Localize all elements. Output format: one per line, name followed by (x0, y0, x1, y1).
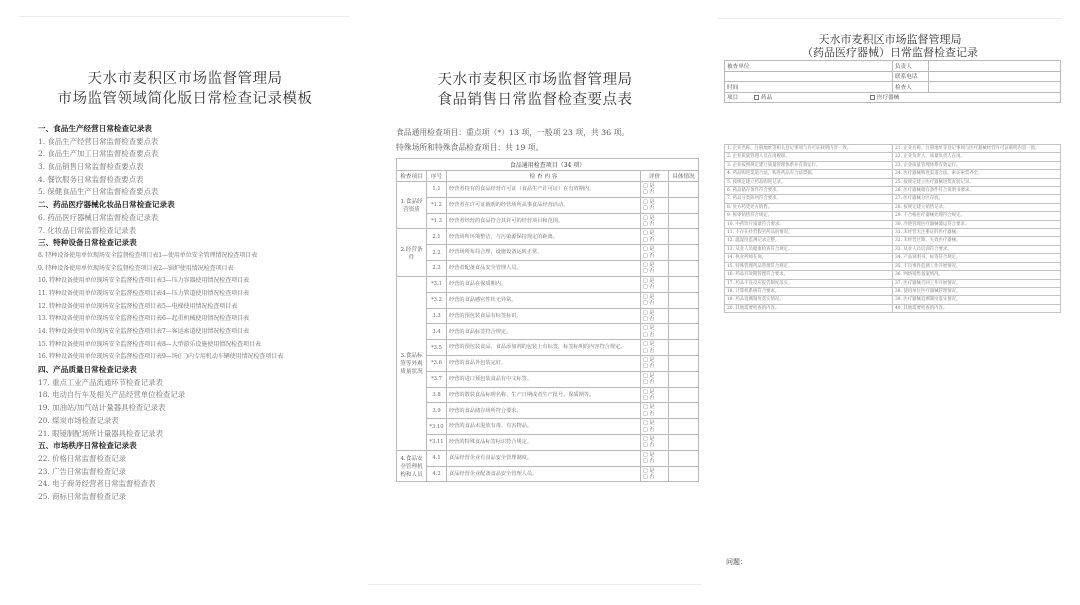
time-label: 时间 (725, 82, 893, 93)
table-row (397, 197, 699, 213)
record-row (725, 271, 1061, 279)
drug-check-item: 17. 药品不良反应报告制度落实。 (725, 279, 893, 287)
item-label: 项目 (727, 95, 739, 102)
template-list-item: 1. 食品生产经营日常监督检查要点表 (38, 136, 159, 146)
device-check-item: 23. 企业质量管理体系有效运行。 (893, 161, 1061, 169)
template-list-item: 12. 特种设备使用单位现场安全监督检查项目表5—电梯使用情况检查项目表 (38, 302, 238, 310)
device-check-item: 26. 医疗器械储存条件符合说明书要求。 (893, 187, 1061, 195)
evaluation-checkboxes[interactable]: □ 是 □ 否 (641, 182, 669, 198)
drug-check-item: 13. 从业人员健康检查符合规定。 (725, 245, 893, 253)
device-option-label: 医疗器械 (876, 95, 900, 102)
drug-option-label: 药品 (760, 95, 773, 102)
drug-check-item: 19. 药品追溯制度落实情况。 (725, 296, 893, 304)
item-number: 4.2 (427, 466, 447, 482)
evaluation-checkboxes[interactable]: □ 是 □ 否 (641, 197, 669, 213)
record-row (725, 187, 1061, 195)
record-row (725, 212, 1061, 220)
device-check-item: 28. 按规定建立销售记录。 (893, 203, 1061, 211)
template-list-item: 6. 药品医疗器械日常监督检查记录表 (38, 212, 159, 222)
check-content: 经营的食品未混放有毒、有害物品。 (447, 419, 641, 435)
doc3-title-line1: 天水市麦积区市场监督管理局 (818, 33, 962, 46)
table-row (397, 371, 699, 387)
section-heading: 一、食品生产经营日常检查记录表 (38, 124, 152, 133)
evaluation-checkboxes[interactable]: □ 是 □ 否 (641, 450, 669, 466)
column-header: 序号 (427, 171, 447, 182)
table-caption: 食品通用检查项目（34 项） (397, 159, 699, 171)
info-row (725, 61, 1061, 72)
template-list-item: 11. 特种设备使用单位现场安全监督检查项目表4—压力管道使用情况检查项目表 (38, 289, 249, 297)
detail-cell[interactable] (669, 261, 699, 277)
device-check-item: 25. 按规定建立医疗器械进货查验记录。 (893, 178, 1061, 186)
phone-value[interactable] (929, 71, 1061, 82)
category-cell: 1.食品经营资质 (397, 182, 427, 229)
device-check-item: 38. 使用单位医疗器械管理情况。 (893, 287, 1061, 295)
section-heading: 二、药品医疗器械化妆品日常检查记录表 (38, 200, 175, 210)
check-content: 经营的食品标签符合规定。 (447, 324, 641, 340)
record-row (725, 304, 1061, 312)
template-list-item: 18. 电动自行车及相关产品经营单位检查记录 (38, 390, 186, 400)
device-check-item: 39. 医疗器械追溯制度落实情况。 (893, 296, 1061, 304)
drug-check-item: 7. 药品分类陈列符合要求。 (725, 195, 893, 203)
template-list-item: 5. 保健食品生产日常监督检查要点表 (38, 187, 159, 197)
record-row (725, 279, 1061, 287)
device-check-item: 21. 企业名称、注册地址等登记事项与医疗器械经营许可证载明内容一致。 (893, 145, 1061, 153)
record-row (725, 220, 1061, 228)
check-content: 经营的预包装食品、食品添加剂的包装上有标签，标签标明的内容符合规定。 (447, 340, 641, 356)
template-list-item: 22. 价格日常监督检查记录 (38, 453, 127, 463)
drug-check-item: 12. 温湿度监测记录完整。 (725, 237, 893, 245)
detail-cell[interactable] (669, 340, 699, 356)
section-heading: 五、市场秩序日常检查记录表 (38, 441, 137, 451)
item-number: 2.3 (427, 261, 447, 277)
template-list-item: 13. 特种设备使用单位现场安全监督检查项目表6—起重机械使用情况检查项目表 (38, 315, 249, 323)
check-content: 经营的散装食品标明名称、生产日期或者生产批号、保质期等。 (447, 387, 641, 403)
drug-checkbox[interactable] (754, 95, 759, 100)
detail-cell[interactable] (669, 387, 699, 403)
item-number: *3.6 (427, 355, 447, 371)
record-row (725, 237, 1061, 245)
template-list-item: 25. 商标日常监督检查记录 (38, 491, 127, 501)
table-row (397, 435, 699, 451)
check-content: 经营场所环境整洁，与污染源保持规定的距离。 (447, 229, 641, 245)
template-list-item: 24. 电子商务经营者日常监督检查表 (38, 479, 156, 489)
evaluation-checkboxes[interactable]: □ 是 □ 否 (641, 355, 669, 371)
record-row (725, 296, 1061, 304)
drug-check-item: 20. 其他需要检查的内容。 (725, 304, 893, 312)
device-check-item: 40. 其他需要检查的内容。 (893, 304, 1061, 312)
template-index-list (38, 123, 343, 504)
doc2-title-line2: 食品销售日常监督检查要点表 (437, 92, 633, 108)
table-row (397, 292, 699, 308)
template-list-item: 19. 加油站/加气站计量器具检查记录表 (38, 403, 166, 413)
drug-check-item: 18. 计算机系统符合要求。 (725, 287, 893, 295)
doc2-intro-line1: 食品通用检查项目：重点项（*）13 项，一般项 23 项，共 36 项。 (396, 128, 630, 137)
item-number: *1.2 (427, 197, 447, 213)
record-row (725, 229, 1061, 237)
record-row (725, 161, 1061, 169)
device-check-item: 22. 企业负责人、质量负责人在岗。 (893, 153, 1061, 161)
drug-check-item: 16. 药品有效期管理符合要求。 (725, 271, 893, 279)
category-cell: 4.食品安全管理机构和人员 (397, 450, 427, 482)
check-content: 经营者在许可证载明的经营场所从事食品经营活动。 (447, 197, 641, 213)
item-number: *1.3 (427, 213, 447, 229)
item-number: 4.1 (427, 450, 447, 466)
item-number: 1.1 (427, 182, 447, 198)
table-caption-row (397, 159, 699, 171)
item-type-row (725, 92, 1061, 103)
check-content: 经营场所布局合理，设施设备运转正常。 (447, 245, 641, 261)
info-row (725, 82, 1061, 93)
table-row (397, 355, 699, 371)
column-header: 检查项目 (397, 171, 427, 182)
table-header-row (397, 171, 699, 182)
item-number: 3.8 (427, 387, 447, 403)
item-number: 3.4 (427, 324, 447, 340)
template-list-item: 4. 餐饮服务日常监督检查要点表 (38, 174, 144, 184)
category-cell: 2.经营条件 (397, 229, 427, 276)
evaluation-checkboxes[interactable]: □ 是 □ 否 (641, 292, 669, 308)
unit-label: 被查单位 (725, 61, 893, 72)
drug-check-item: 10. 中药饮片质量符合要求。 (725, 220, 893, 228)
doc3-title-line2: （药品医疗器械）日常监督检查记录 (802, 46, 978, 59)
drug-check-item: 8. 处方药凭处方销售。 (725, 203, 893, 211)
check-content: 经营者配备食品安全管理人员。 (447, 261, 641, 277)
device-check-item: 37. 医疗器械召回工作开展情况。 (893, 279, 1061, 287)
check-content: 经营者持有的食品经营许可证（食品生产许可证）在有效期内。 (447, 182, 641, 198)
table-row (397, 324, 699, 340)
device-check-item: 32. 未经营过期、失效医疗器械。 (893, 237, 1061, 245)
record-row (725, 245, 1061, 253)
drug-check-item: 11. 不存在经营假劣药品的情况。 (725, 229, 893, 237)
template-list-item: 17. 重点工业产品流通环节检查记录表 (38, 377, 163, 387)
record-row (725, 178, 1061, 186)
record-row (725, 170, 1061, 178)
drug-check-item: 9. 拆零销售符合规定。 (725, 212, 893, 220)
record-row (725, 254, 1061, 262)
table-row (397, 387, 699, 403)
table-row (397, 182, 699, 198)
detail-cell[interactable] (669, 371, 699, 387)
section-heading: 三、特种设备日常检查记录表 (38, 238, 137, 248)
detail-cell[interactable] (669, 245, 699, 261)
table-row (397, 245, 699, 261)
item-number: *3.5 (427, 340, 447, 356)
record-row (725, 262, 1061, 270)
detail-cell[interactable] (669, 197, 699, 213)
table-row (397, 340, 699, 356)
table-row (397, 308, 699, 324)
column-header: 检 查 内 容 (447, 171, 641, 182)
doc2-title-line1: 天水市麦积区市场监督管理局 (437, 72, 633, 88)
evaluation-checkboxes[interactable]: □ 是 □ 否 (641, 213, 669, 229)
item-number: 2.2 (427, 245, 447, 261)
check-content: 经营的食品外包装完好。 (447, 355, 641, 371)
template-list-item: 16. 特种设备使用单位现场安全监督检查项目表9—场(厂)内专用机动车辆使用情况检查项目表 (38, 353, 284, 361)
evaluation-checkboxes[interactable]: □ 是 □ 否 (641, 371, 669, 387)
detail-cell[interactable] (669, 324, 699, 340)
check-content: 食品经营企业配备食品安全管理人员。 (447, 466, 641, 482)
detail-cell[interactable] (669, 229, 699, 245)
device-check-item: 30. 冷链管理医疗器械储运符合要求。 (893, 220, 1061, 228)
evaluation-checkboxes[interactable]: □ 是 □ 否 (641, 229, 669, 245)
category-cell: 3.食品标签等外观质量状况 (397, 276, 427, 450)
detail-cell[interactable] (669, 213, 699, 229)
table-row (397, 450, 699, 466)
check-content: 经营的食品在保质期内。 (447, 276, 641, 292)
evaluation-checkboxes[interactable]: □ 是 □ 否 (641, 324, 669, 340)
device-check-item: 24. 医疗器械购进渠道合法，索证索票齐全。 (893, 170, 1061, 178)
doc-drug-device-record (718, 18, 1062, 573)
detail-cell[interactable] (669, 450, 699, 466)
item-number: 3.3 (427, 308, 447, 324)
drug-check-item: 6. 药品储存条件符合要求。 (725, 187, 893, 195)
record-info-table (724, 60, 1061, 103)
leader-label: 负责人 (893, 61, 929, 72)
template-list-item: 7. 化妆品日常监督检查记录表 (38, 225, 137, 235)
evaluation-checkboxes[interactable]: □ 是 □ 否 (641, 276, 669, 292)
section-heading: 四、产品质量日常检查记录表 (38, 365, 137, 375)
detail-cell[interactable] (669, 435, 699, 451)
device-check-item: 34. 产品说明书、标签符合规定。 (893, 254, 1061, 262)
item-number: *3.7 (427, 371, 447, 387)
template-list-item: 23. 广告日常监督检查记录 (38, 466, 127, 476)
check-content: 经营的食品感官性状无异常。 (447, 292, 641, 308)
evaluation-checkboxes[interactable]: □ 是 □ 否 (641, 387, 669, 403)
table-row (397, 261, 699, 277)
table-row (397, 276, 699, 292)
template-list-item: 15. 特种设备使用单位现场安全监督检查项目表8—大型游乐设施使用情况检查项目表 (38, 340, 261, 348)
item-number: 3.9 (427, 403, 447, 419)
detail-cell[interactable] (669, 355, 699, 371)
table-row (397, 419, 699, 435)
template-list-item: 8. 特种设备使用单位现场安全监督检查项目表1—使用单位安全管理情况检查项目表 (38, 251, 258, 259)
evaluation-checkboxes[interactable]: □ 是 □ 否 (641, 245, 669, 261)
detail-cell[interactable] (669, 403, 699, 419)
doc-food-sales-checklist (368, 30, 702, 585)
drug-check-item: 15. 特殊管理药品管理符合规定。 (725, 262, 893, 270)
check-content: 经营者经营的食品符合其许可的经营项目和范围。 (447, 213, 641, 229)
problems-label: 问题： (726, 558, 747, 566)
template-list-item: 10. 特种设备使用单位现场安全监督检查项目表3—压力容器使用情况检查项目表 (38, 277, 249, 285)
record-row (725, 153, 1061, 161)
detail-cell[interactable] (669, 466, 699, 482)
device-checkbox[interactable] (870, 95, 875, 100)
device-check-item: 33. 从业人员培训符合要求。 (893, 245, 1061, 253)
check-content: 经营的食品储存场所符合要求。 (447, 403, 641, 419)
check-content: 食品经营企业有食品安全管理制度。 (447, 450, 641, 466)
doc-template-list (20, 16, 350, 571)
evaluation-checkboxes[interactable]: □ 是 □ 否 (641, 340, 669, 356)
template-list-item: 20. 煤炭市场检查记录表 (38, 415, 119, 425)
drug-check-item: 4. 药品购进渠道合法，购进药品有合法票据。 (725, 170, 893, 178)
column-header: 具体情况 (669, 171, 699, 182)
drug-check-item: 3. 企业按照规定建立质量管理体系并有效运行。 (725, 161, 893, 169)
check-content: 经营的进口预包装食品有中文标签。 (447, 371, 641, 387)
device-check-item: 27. 医疗器械分区存放。 (893, 195, 1061, 203)
detail-cell[interactable] (669, 182, 699, 198)
info-row (725, 92, 1061, 103)
table-row (397, 403, 699, 419)
check-content: 经营的预包装食品有标签标识。 (447, 308, 641, 324)
evaluation-checkboxes[interactable]: □ 是 □ 否 (641, 403, 669, 419)
template-list-item: 14. 特种设备使用单位现场安全监督检查项目表7—客运索道使用情况检查项目表 (38, 328, 249, 335)
evaluation-checkboxes[interactable]: □ 是 □ 否 (641, 261, 669, 277)
check-content: 经营的特殊食品标签标识符合规定。 (447, 435, 641, 451)
inspector-label: 检查人 (893, 82, 929, 93)
unit-value[interactable] (725, 71, 893, 82)
evaluation-checkboxes[interactable]: □ 是 □ 否 (641, 308, 669, 324)
evaluation-checkboxes[interactable]: □ 是 □ 否 (641, 466, 669, 482)
drug-check-item: 1. 企业名称、注册地址等相关登记事项与许可证载明内容一致。 (725, 145, 893, 153)
record-row (725, 195, 1061, 203)
item-number: *3.1 (427, 276, 447, 292)
doc1-title-line2: 市场监管领域简化版日常检查记录模板 (57, 91, 313, 107)
record-row (725, 203, 1061, 211)
device-check-item: 35. 不良事件监测工作开展情况。 (893, 262, 1061, 270)
template-list-item: 2. 食品生产加工日常监督检查要点表 (38, 149, 159, 159)
template-list-item: 3. 食品销售日常监督检查要点表 (38, 162, 144, 172)
device-check-item: 36. 网络销售备案情况。 (893, 271, 1061, 279)
item-number: 2.1 (427, 229, 447, 245)
device-check-item: 31. 未经营无注册证的医疗器械。 (893, 229, 1061, 237)
drug-check-item: 5. 按规定建立药品购进记录。 (725, 178, 893, 186)
doc2-intro-line2: 特殊场所和特殊食品检查项目：共 19 项。 (396, 143, 544, 152)
device-check-item: 29. 不合格医疗器械处理符合规定。 (893, 212, 1061, 220)
phone-label: 联系电话 (893, 71, 929, 82)
doc1-title-line1: 天水市麦积区市场监督管理局 (87, 71, 283, 87)
item-number: *3.2 (427, 292, 447, 308)
record-row (725, 145, 1061, 153)
detail-cell[interactable] (669, 308, 699, 324)
template-list-item: 9. 特种设备使用单位现场安全监督检查项目表2—锅炉使用情况检查项目表 (38, 264, 234, 272)
evaluation-checkboxes[interactable]: □ 是 □ 否 (641, 435, 669, 451)
drug-check-item: 14. 执业药师在岗。 (725, 254, 893, 262)
detail-cell[interactable] (669, 276, 699, 292)
template-list-item: 21. 眼镜制配场所计量器具检查记录表 (38, 428, 163, 438)
leader-value[interactable] (929, 61, 1061, 72)
info-row (725, 71, 1061, 82)
table-row (397, 466, 699, 482)
item-number: *3.11 (427, 435, 447, 451)
food-check-table (396, 158, 699, 482)
evaluation-checkboxes[interactable]: □ 是 □ 否 (641, 419, 669, 435)
detail-cell[interactable] (669, 419, 699, 435)
detail-cell[interactable] (669, 292, 699, 308)
inspector-value[interactable] (929, 82, 1061, 93)
drug-check-item: 2. 企业质量管理人员在岗履职。 (725, 153, 893, 161)
column-header: 评价 (641, 171, 669, 182)
table-row (397, 229, 699, 245)
record-row (725, 287, 1061, 295)
table-row (397, 213, 699, 229)
record-items-table (724, 144, 1061, 313)
item-number: *3.10 (427, 419, 447, 435)
